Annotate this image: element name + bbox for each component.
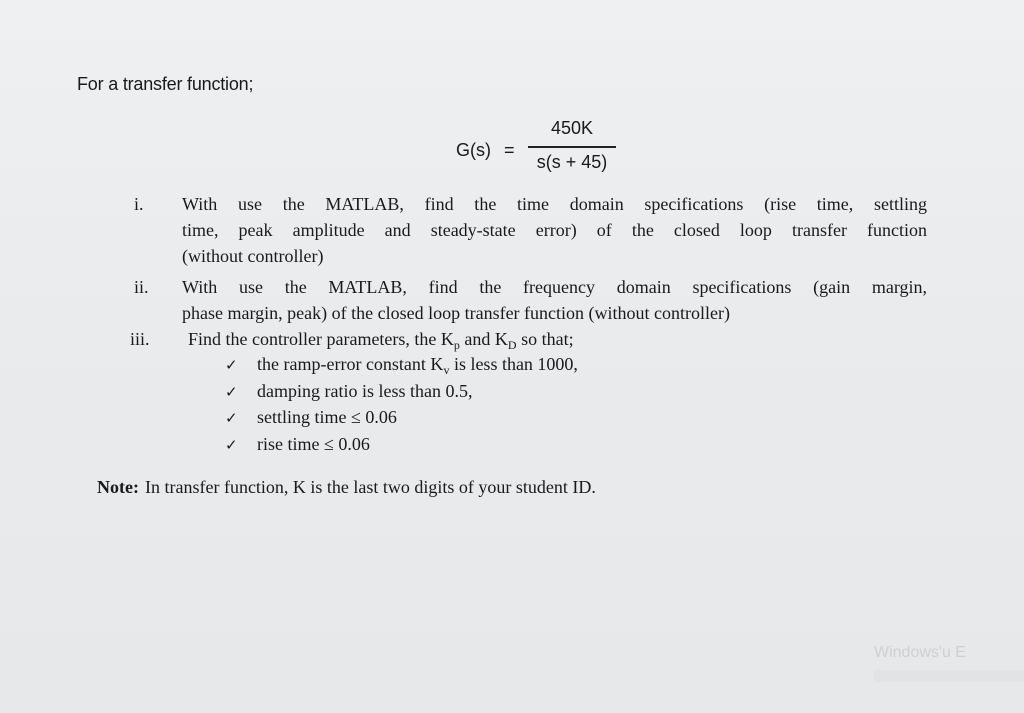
equation-equals: =: [504, 140, 515, 160]
text-line: phase margin, peak) of the closed loop transfer function (without controller): [182, 303, 730, 323]
list-marker: i.: [134, 194, 144, 214]
windows-activation-watermark: Windows'u E: [874, 644, 966, 661]
equation-denominator: s(s + 45): [536, 152, 608, 172]
list-marker: ii.: [134, 277, 149, 297]
fraction-bar: [528, 146, 616, 148]
check-item-damping: [225, 381, 578, 408]
checkmark-icon: ✓: [225, 409, 238, 427]
list-item-body: [188, 326, 933, 352]
text-line: With use the MATLAB, find the time domain specifications (rise time, settling: [182, 194, 927, 214]
check-item-text: rise time ≤ 0.06: [257, 433, 370, 454]
checkmark-icon: ✓: [225, 382, 238, 401]
check-item-text: settling time ≤ 0.06: [257, 407, 397, 427]
requirements-checklist: [225, 354, 578, 460]
text-line: time, peak amplitude and steady-state error) of the closed loop transfer function: [182, 220, 927, 240]
check-item-rise: [225, 434, 578, 461]
note: [97, 477, 596, 498]
list-marker: iii.: [130, 329, 150, 349]
check-item-text: the ramp-error constant $K_v$ is less than 1000,: [257, 354, 578, 377]
equation-numerator: 450K: [550, 118, 594, 138]
list-item-ii: [134, 274, 934, 328]
list-item-body: [182, 191, 927, 269]
checkmark-icon: ✓: [225, 435, 238, 454]
check-item-text: damping ratio is less than 0.5,: [257, 380, 473, 401]
equation-lhs: G(s): [456, 140, 491, 160]
check-item-settling: [225, 407, 578, 434]
watermark-subtext: [874, 670, 1024, 682]
checkmark-icon: ✓: [225, 356, 238, 374]
text-line: With use the MATLAB, find the frequency domain specifications (gain margin,: [182, 277, 927, 297]
note-label: Note:: [97, 477, 139, 497]
intro-text: For a transfer function;: [77, 74, 254, 94]
check-item-ramp-error: [225, 354, 578, 381]
text-line: Find the controller parameters, the $K_p$ and $K_D$ so that;: [188, 329, 574, 352]
list-item-body: [182, 274, 927, 326]
list-item-i: [134, 191, 934, 271]
equation-fraction: [528, 116, 616, 180]
text-line: (without controller): [182, 246, 324, 266]
note-text: In transfer function, K is the last two digits of your student ID.: [144, 477, 596, 497]
